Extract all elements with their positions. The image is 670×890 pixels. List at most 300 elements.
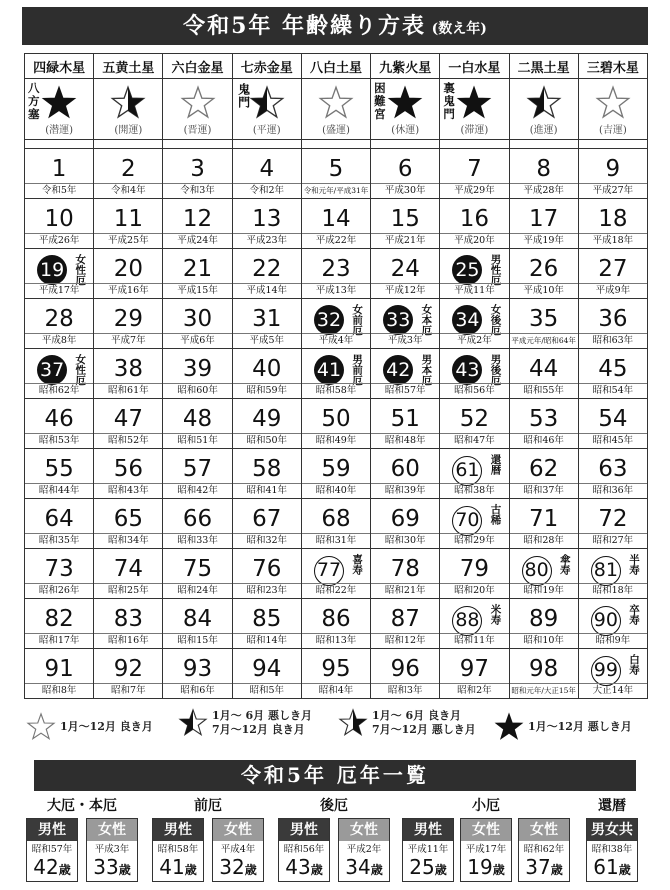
age-value: 90 [591, 606, 621, 636]
age-row [25, 599, 648, 649]
fortune-note: (晋運) [183, 125, 212, 136]
era-year: 昭和22年 [302, 583, 370, 598]
age-number [302, 605, 370, 633]
age-cell [163, 199, 232, 249]
age-value: 53 [529, 406, 559, 432]
age-unit: 歳 [58, 863, 71, 877]
fortune-note: (盛運) [322, 125, 350, 136]
age-value: 66 [182, 506, 213, 532]
age-cell [509, 399, 578, 449]
direction-label: 困難宮 [374, 81, 386, 121]
yakudoshi-box [518, 818, 570, 882]
age-cell [440, 199, 509, 249]
age-cell [301, 399, 370, 449]
yakudoshi-group-label: 小厄 [472, 798, 500, 814]
legend-text [528, 720, 632, 734]
age-cell [163, 449, 232, 499]
age-marker: 還暦 [489, 454, 502, 475]
age-cell [509, 349, 578, 399]
era-year: 昭和26年 [25, 583, 93, 598]
age-value: 2 [121, 156, 136, 182]
era-year: 平成24年 [163, 233, 231, 248]
era-year: 昭和63年 [579, 333, 647, 348]
age-number [25, 155, 93, 183]
age-marker: 白寿 [628, 654, 640, 675]
age-unit: 歳 [550, 863, 563, 877]
age-cell [371, 349, 440, 399]
era-year: 昭和29年 [440, 533, 508, 548]
era-year: 昭和32年 [233, 533, 301, 548]
age-number [163, 455, 231, 483]
era-year: 昭和36年 [579, 483, 647, 498]
era-year: 昭和10年 [510, 633, 578, 648]
age-value: 1 [51, 156, 67, 182]
age-cell [371, 449, 440, 499]
age-number [25, 655, 93, 683]
age-number [302, 655, 370, 683]
age-value: 18 [598, 206, 628, 232]
age-number [579, 305, 647, 333]
age-cell [232, 149, 301, 199]
age-number [94, 355, 162, 383]
age-row [25, 199, 648, 249]
age-number [233, 505, 301, 533]
age-cell [440, 299, 509, 349]
era-year: 昭和28年 [510, 533, 578, 548]
era-year: 平成17年 [25, 283, 93, 298]
legend-line: 1月〜 6月 良き月 [372, 709, 461, 722]
gender-label: 女性 [87, 819, 137, 841]
era-year: 平成3年 [371, 333, 439, 348]
era-year: 平成26年 [25, 233, 93, 248]
age-cell [578, 349, 647, 399]
age-cell [232, 399, 301, 449]
era-year: 昭和38年 [440, 483, 508, 498]
star-fortune-cell [301, 79, 370, 140]
age-value: 65 [113, 506, 143, 532]
age-number [371, 405, 439, 433]
era-year: 昭和37年 [510, 483, 578, 498]
age-value: 29 [113, 306, 143, 332]
age-cell [94, 149, 163, 199]
age-cell [232, 649, 301, 699]
birth-year: 平成17年 [465, 844, 507, 855]
age-value: 16 [459, 206, 490, 232]
era-year: 昭和23年 [233, 583, 301, 598]
era-year: 昭和50年 [233, 433, 301, 448]
age-cell [301, 549, 370, 599]
era-year: 平成11年 [440, 283, 508, 298]
fortune-note: (吉運) [598, 125, 627, 136]
era-year: 昭和53年 [25, 433, 93, 448]
legend-line: 1月〜 6月 悪しき月 [212, 709, 312, 722]
era-year: 昭和13年 [302, 633, 370, 648]
yakudoshi-banner [34, 760, 636, 791]
star-fortune-cell [509, 79, 578, 140]
age-number [302, 255, 370, 283]
era-year: 昭和9年 [579, 633, 647, 648]
age-cell [301, 249, 370, 299]
yakudoshi-age [153, 856, 203, 881]
star-icon [94, 83, 162, 123]
age-number [371, 605, 439, 633]
age-cell [94, 449, 163, 499]
age-value: 94 [252, 656, 282, 682]
era-year: 平成27年 [579, 183, 647, 198]
age-value: 84 [182, 606, 213, 632]
star-name-cell: 三碧木星 [578, 54, 647, 79]
star-fortune-cell [578, 79, 647, 140]
fortune-note: (開運) [114, 125, 143, 136]
age-number [233, 255, 301, 283]
age-cell [94, 199, 163, 249]
age-cell [440, 249, 509, 299]
age-number: 32 [219, 855, 245, 879]
age-cell [163, 549, 232, 599]
age-cell [578, 149, 647, 199]
age-cell [163, 249, 232, 299]
age-value: 19 [37, 255, 67, 285]
era-year: 昭和31年 [302, 533, 370, 548]
age-number [94, 405, 162, 433]
age-value: 63 [598, 456, 628, 482]
age-cell [440, 349, 509, 399]
age-cell [578, 199, 647, 249]
age-number [440, 555, 508, 583]
age-number [579, 405, 647, 433]
age-value: 72 [598, 506, 628, 532]
age-number [510, 505, 578, 533]
era-year: 平成19年 [510, 233, 578, 248]
age-value: 12 [182, 206, 213, 232]
yakudoshi-box [278, 818, 330, 882]
star-name-cell: 二黒土星 [509, 54, 578, 79]
era-year: 平成16年 [94, 283, 162, 298]
age-value: 32 [314, 305, 344, 335]
age-value: 21 [182, 256, 213, 282]
era-year: 昭和42年 [163, 483, 231, 498]
era-year: 昭和62年 [25, 383, 93, 398]
age-value: 37 [37, 355, 67, 385]
age-unit: 歳 [434, 863, 447, 877]
age-number [510, 255, 578, 283]
yakudoshi-age [339, 856, 389, 881]
era-year: 平成29年 [440, 183, 508, 198]
age-value: 38 [113, 356, 143, 382]
age-number [25, 455, 93, 483]
age-value: 86 [321, 606, 351, 632]
age-cell [578, 599, 647, 649]
yakudoshi-age [461, 856, 511, 881]
age-value: 20 [113, 256, 143, 282]
age-cell [509, 449, 578, 499]
star-header-row [25, 54, 648, 79]
era-year: 令和4年 [94, 183, 162, 198]
age-number [163, 555, 231, 583]
legend-line: 7月〜12月 良き月 [212, 723, 305, 736]
age-cell [301, 599, 370, 649]
direction-label: 八方塞 [28, 81, 40, 121]
fortune-note: (平運) [252, 125, 281, 136]
era-year: 昭和15年 [163, 633, 231, 648]
era-year: 昭和30年 [371, 533, 439, 548]
age-value: 77 [314, 556, 344, 586]
page-subtitle: (数え年) [431, 21, 487, 37]
era-year: 昭和39年 [371, 483, 439, 498]
age-cell [509, 499, 578, 549]
spacer-cell [578, 140, 647, 149]
yakudoshi-box [460, 818, 512, 882]
yakudoshi-box [338, 818, 390, 882]
age-row [25, 399, 648, 449]
age-value: 27 [598, 256, 628, 282]
age-cell [578, 549, 647, 599]
yakudoshi-group-label: 前厄 [194, 798, 222, 814]
age-value: 75 [182, 556, 213, 582]
age-value: 55 [44, 456, 74, 482]
age-value: 45 [598, 356, 628, 382]
age-cell [94, 649, 163, 699]
age-value: 23 [321, 256, 351, 282]
age-number: 61 [593, 855, 619, 879]
age-cell [301, 199, 370, 249]
age-value: 80 [522, 556, 552, 586]
age-cell [371, 199, 440, 249]
age-cell [371, 549, 440, 599]
age-number [440, 155, 508, 183]
age-value: 73 [44, 556, 74, 582]
era-year: 令和元年/平成31年 [302, 183, 370, 198]
age-cell [440, 149, 509, 199]
age-number [371, 455, 439, 483]
age-number [510, 155, 578, 183]
era-year: 昭和55年 [510, 383, 578, 398]
era-year: 昭和52年 [94, 433, 162, 448]
age-number [510, 655, 578, 683]
legend-star-icon [178, 708, 212, 738]
legend-star-icon [26, 712, 60, 742]
age-value: 85 [252, 606, 282, 632]
fortune-note: (進運) [529, 125, 558, 136]
yakudoshi-age [279, 856, 329, 881]
age-row [25, 149, 648, 199]
era-year: 平成21年 [371, 233, 439, 248]
age-cell [25, 449, 94, 499]
age-number [25, 305, 93, 333]
yakudoshi-group-label: 後厄 [320, 798, 348, 814]
birth-year: 平成4年 [220, 844, 256, 855]
age-cell [25, 499, 94, 549]
age-cell [578, 499, 647, 549]
age-cell [578, 649, 647, 699]
age-cell [163, 299, 232, 349]
age-marker: 女後厄 [489, 304, 502, 336]
age-cell [371, 249, 440, 299]
gender-label: 男性 [153, 819, 203, 841]
era-year: 昭和20年 [440, 583, 508, 598]
birth-year: 昭和56年 [283, 844, 325, 855]
age-number [440, 655, 508, 683]
age-number [371, 555, 439, 583]
age-value: 74 [113, 556, 143, 582]
yakudoshi-age [213, 856, 263, 881]
era-year: 昭和35年 [25, 533, 93, 548]
era-year: 昭和12年 [371, 633, 439, 648]
age-value: 13 [252, 206, 282, 232]
age-value: 68 [321, 506, 351, 532]
yakudoshi-box [152, 818, 204, 882]
age-number [233, 655, 301, 683]
spacer-cell [509, 140, 578, 149]
age-number [94, 305, 162, 333]
yakudoshi-box [212, 818, 264, 882]
age-cell [509, 599, 578, 649]
age-row [25, 549, 648, 599]
age-value: 17 [529, 206, 559, 232]
age-number [163, 205, 231, 233]
legend-text [372, 709, 476, 737]
direction-label: 裏鬼門 [443, 81, 455, 121]
age-value: 8 [536, 156, 551, 182]
age-number [163, 655, 231, 683]
age-number [25, 405, 93, 433]
yakudoshi-group-label: 大厄・本厄 [47, 798, 117, 814]
age-value: 33 [383, 305, 413, 335]
star-name-cell: 一白水星 [440, 54, 509, 79]
star-name-cell: 五黄土星 [94, 54, 163, 79]
era-year: 平成10年 [510, 283, 578, 298]
age-number: 41 [159, 855, 185, 879]
age-cell [25, 349, 94, 399]
era-year: 平成4年 [302, 333, 370, 348]
era-year: 平成8年 [25, 333, 93, 348]
legend-item [26, 712, 153, 742]
star-fortune-row [25, 79, 648, 140]
age-cell [440, 399, 509, 449]
age-number [579, 505, 647, 533]
age-number [163, 305, 231, 333]
age-row [25, 499, 648, 549]
age-value: 95 [321, 656, 351, 682]
age-cell [440, 449, 509, 499]
era-year: 昭和14年 [233, 633, 301, 648]
yakudoshi-group-label: 還暦 [598, 798, 626, 814]
era-year: 昭和56年 [440, 383, 508, 398]
era-year: 昭和51年 [163, 433, 231, 448]
age-value: 15 [390, 206, 420, 232]
star-name-cell: 八白土星 [301, 54, 370, 79]
gender-label: 女性 [461, 819, 511, 841]
age-value: 51 [390, 406, 420, 432]
age-number [371, 205, 439, 233]
age-value: 43 [452, 355, 482, 385]
age-table [24, 53, 648, 699]
age-number [94, 455, 162, 483]
age-value: 10 [44, 206, 74, 232]
era-year: 平成22年 [302, 233, 370, 248]
gender-label: 女性 [519, 819, 569, 841]
age-value: 71 [529, 506, 559, 532]
age-unit: 歳 [184, 863, 197, 877]
age-number [94, 205, 162, 233]
age-cell [440, 499, 509, 549]
age-cell [371, 149, 440, 199]
age-value: 9 [605, 156, 621, 182]
age-value: 42 [383, 355, 413, 385]
age-value: 93 [182, 656, 213, 682]
age-value: 49 [252, 406, 282, 432]
yakudoshi-box [402, 818, 454, 882]
age-number [302, 405, 370, 433]
age-number [94, 655, 162, 683]
era-year: 大正14年 [579, 683, 647, 698]
age-cell [163, 499, 232, 549]
era-year: 平成2年 [440, 333, 508, 348]
age-value: 28 [44, 306, 74, 332]
era-year: 令和5年 [25, 183, 93, 198]
legend-text [212, 709, 312, 737]
age-value: 46 [44, 406, 74, 432]
era-year: 昭和33年 [163, 533, 231, 548]
age-value: 4 [259, 156, 275, 182]
gender-label: 男性 [279, 819, 329, 841]
era-year: 平成23年 [233, 233, 301, 248]
age-cell [301, 449, 370, 499]
age-marker: 米寿 [489, 604, 502, 625]
age-cell [25, 199, 94, 249]
age-cell [371, 599, 440, 649]
age-cell [232, 499, 301, 549]
age-value: 50 [321, 406, 351, 432]
age-cell [94, 299, 163, 349]
age-value: 39 [182, 356, 213, 382]
age-value: 78 [390, 556, 420, 582]
age-cell [578, 299, 647, 349]
age-cell [25, 149, 94, 199]
gender-label: 男性 [27, 819, 77, 841]
era-year: 昭和18年 [579, 583, 647, 598]
age-unit: 歳 [244, 863, 257, 877]
age-cell [578, 399, 647, 449]
birth-year: 昭和38年 [591, 844, 633, 855]
era-year: 昭和45年 [579, 433, 647, 448]
era-year: 昭和58年 [302, 383, 370, 398]
age-unit: 歳 [370, 863, 383, 877]
birth-year: 平成11年 [407, 844, 449, 855]
era-year: 昭和48年 [371, 433, 439, 448]
age-value: 52 [459, 406, 490, 432]
age-value: 87 [390, 606, 420, 632]
era-year: 平成5年 [233, 333, 301, 348]
age-number: 25 [409, 855, 435, 879]
age-value: 82 [44, 606, 74, 632]
star-fortune-cell [94, 79, 163, 140]
era-year: 昭和17年 [25, 633, 93, 648]
yakudoshi-age [519, 856, 569, 881]
age-number: 37 [525, 855, 551, 879]
age-marker: 女本厄 [420, 304, 433, 336]
age-value: 40 [252, 356, 282, 382]
spacer-cell [440, 140, 509, 149]
age-cell [578, 249, 647, 299]
age-row [25, 349, 648, 399]
era-year: 平成30年 [371, 183, 439, 198]
age-value: 48 [182, 406, 213, 432]
age-cell [509, 249, 578, 299]
age-cell [232, 549, 301, 599]
age-number [371, 155, 439, 183]
fortune-note: (休運) [391, 125, 420, 136]
